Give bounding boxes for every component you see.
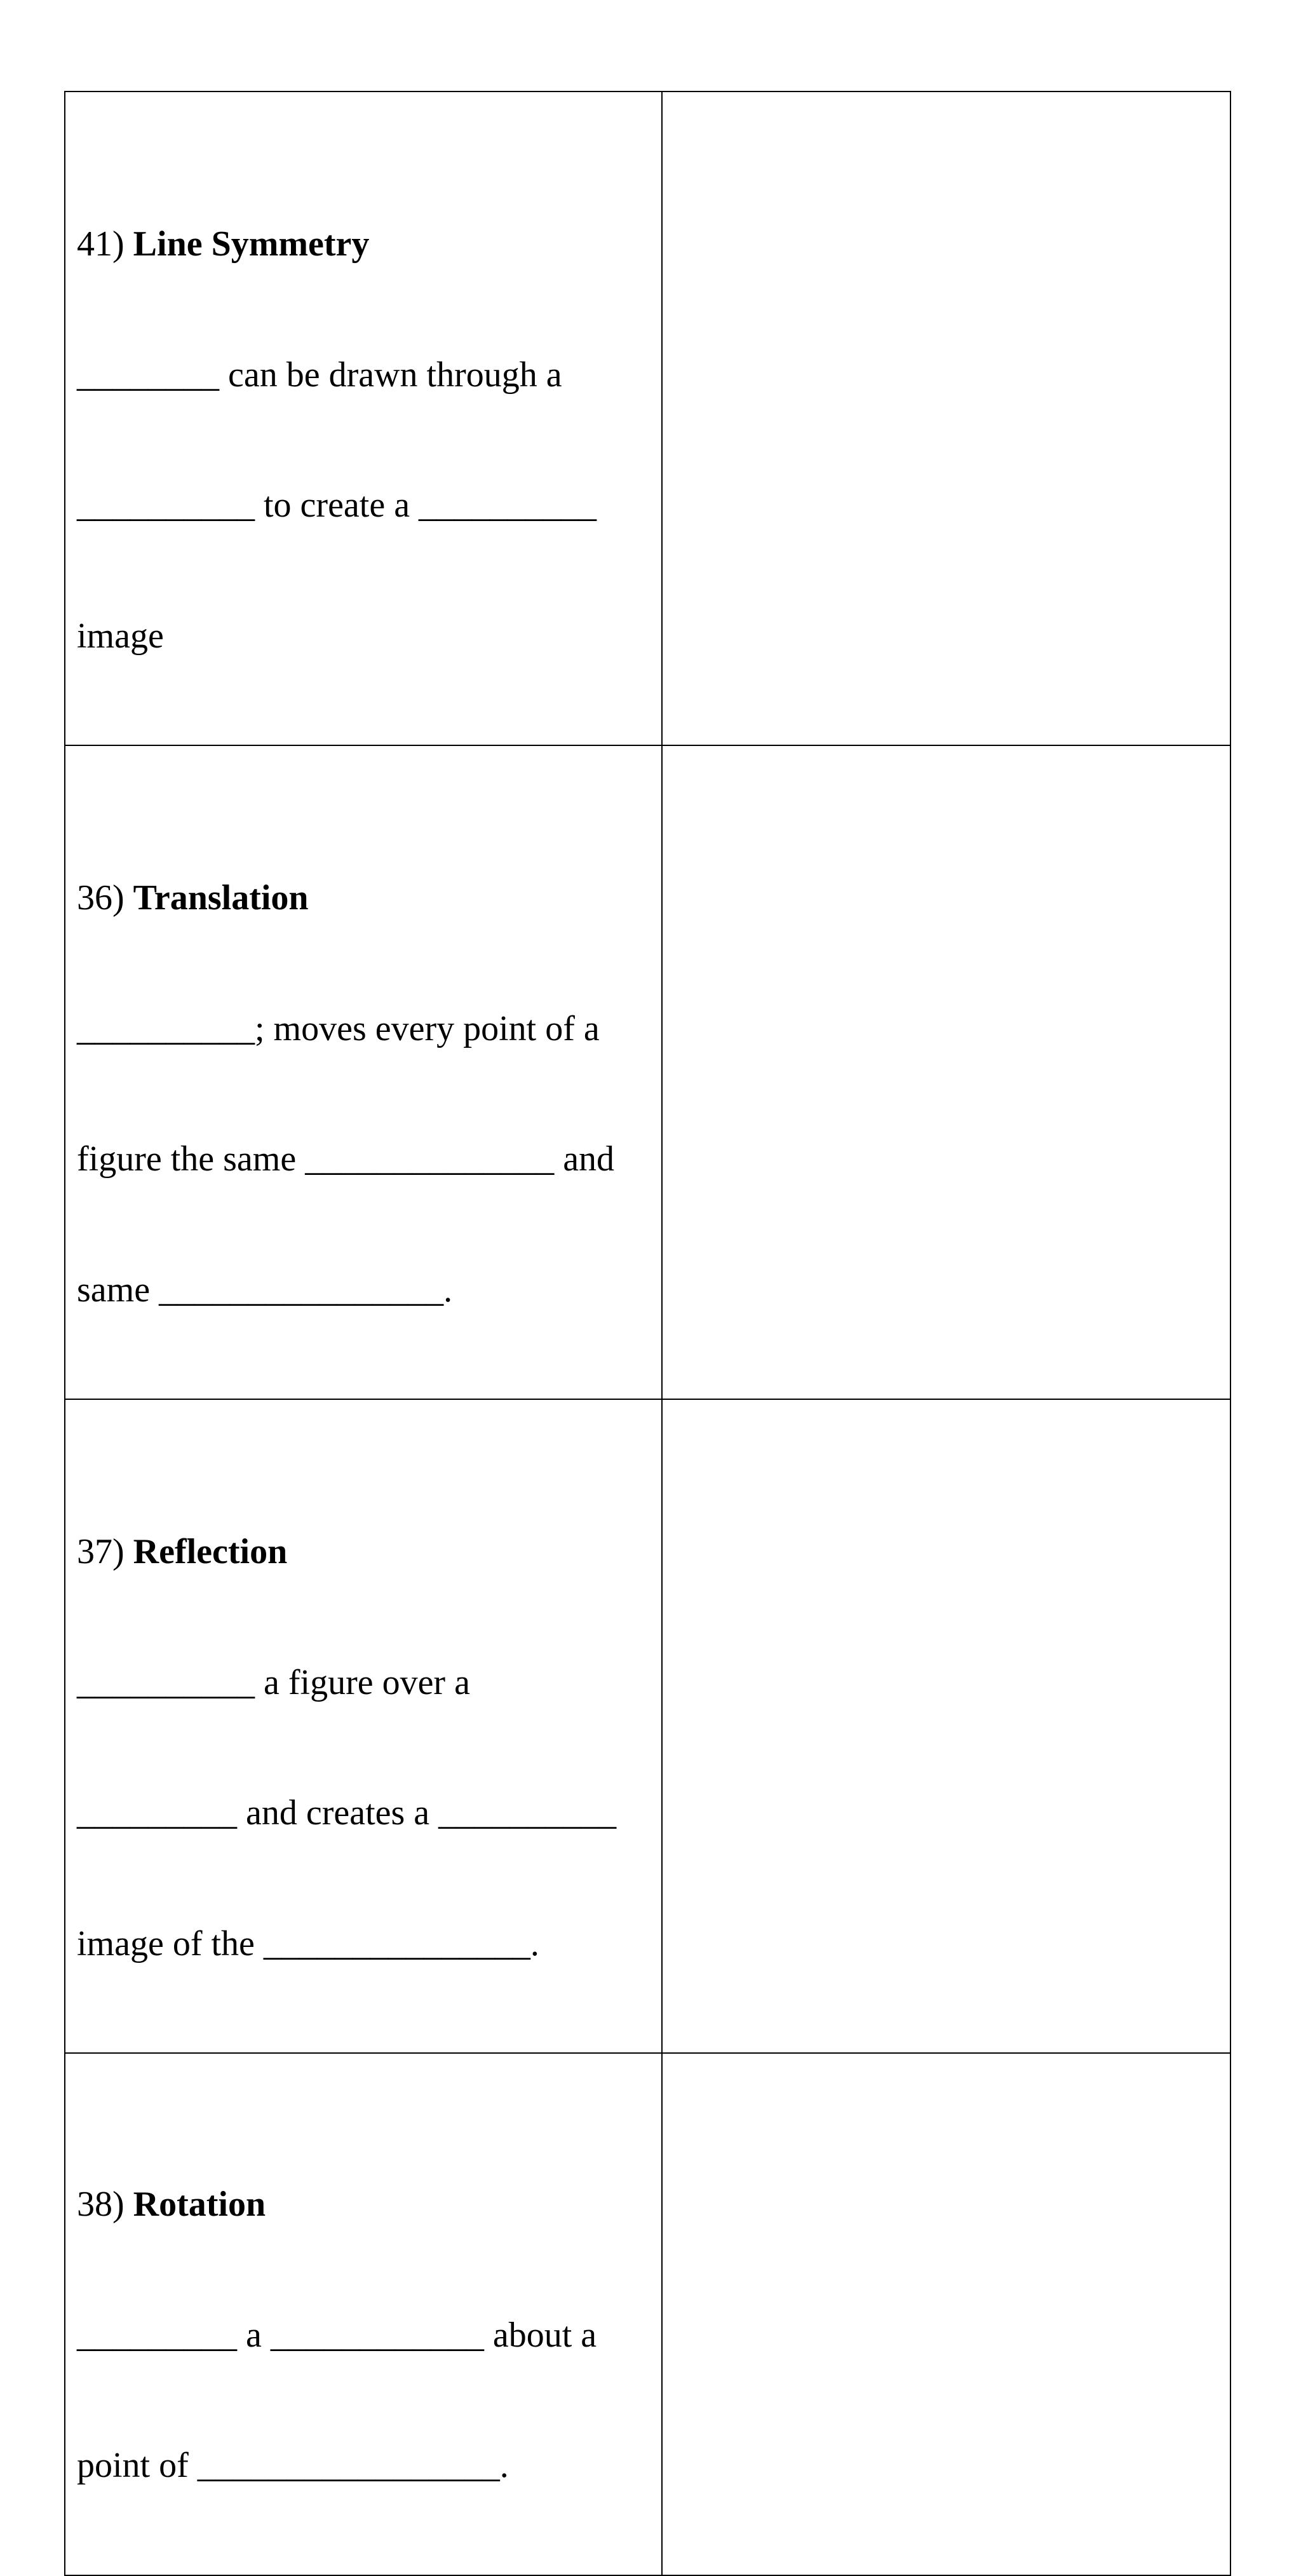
term-title	[77, 2183, 652, 2227]
term-cell-translation	[65, 745, 662, 1399]
term-block	[65, 1400, 661, 2052]
term-number: 36)	[77, 878, 125, 918]
term-title	[77, 876, 652, 920]
term-title	[77, 222, 652, 266]
table-row	[65, 1399, 1230, 2053]
definition-line: image of the _______________.	[77, 1923, 539, 1963]
table-row	[65, 2053, 1230, 2575]
table-row	[65, 92, 1230, 745]
term-number: 37)	[77, 1532, 125, 1571]
definition-line: __________; moves every point of a	[77, 1008, 600, 1048]
definition-line: figure the same ______________ and	[77, 1139, 615, 1179]
definition-line: point of _________________.	[77, 2446, 509, 2485]
definition-line: _________ and creates a __________	[77, 1793, 617, 1833]
term-name: Reflection	[133, 1532, 288, 1571]
vocabulary-table	[64, 91, 1231, 2576]
definition-line: image	[77, 616, 164, 656]
answer-cell-translation[interactable]	[662, 745, 1230, 1399]
term-number: 41)	[77, 224, 125, 264]
definition-line: _________ a ____________ about a	[77, 2315, 597, 2355]
answer-cell-rotation[interactable]	[662, 2053, 1230, 2575]
term-block	[65, 92, 661, 745]
term-cell-rotation	[65, 2053, 662, 2575]
term-title	[77, 1530, 652, 1574]
definition-line: __________ a figure over a	[77, 1662, 470, 1702]
term-name: Translation	[133, 878, 309, 918]
definition-line: ________ can be drawn through a	[77, 355, 562, 395]
term-name: Line Symmetry	[133, 224, 370, 264]
term-block	[65, 746, 661, 1399]
definition-line: __________ to create a __________	[77, 485, 597, 525]
answer-cell-line-symmetry[interactable]	[662, 92, 1230, 745]
term-cell-line-symmetry	[65, 92, 662, 745]
answer-cell-reflection[interactable]	[662, 1399, 1230, 2053]
definition-line: same ________________.	[77, 1270, 453, 1310]
term-block	[65, 2054, 661, 2575]
term-cell-reflection	[65, 1399, 662, 2053]
term-number: 38)	[77, 2185, 125, 2224]
term-name: Rotation	[133, 2185, 266, 2224]
table-row	[65, 745, 1230, 1399]
